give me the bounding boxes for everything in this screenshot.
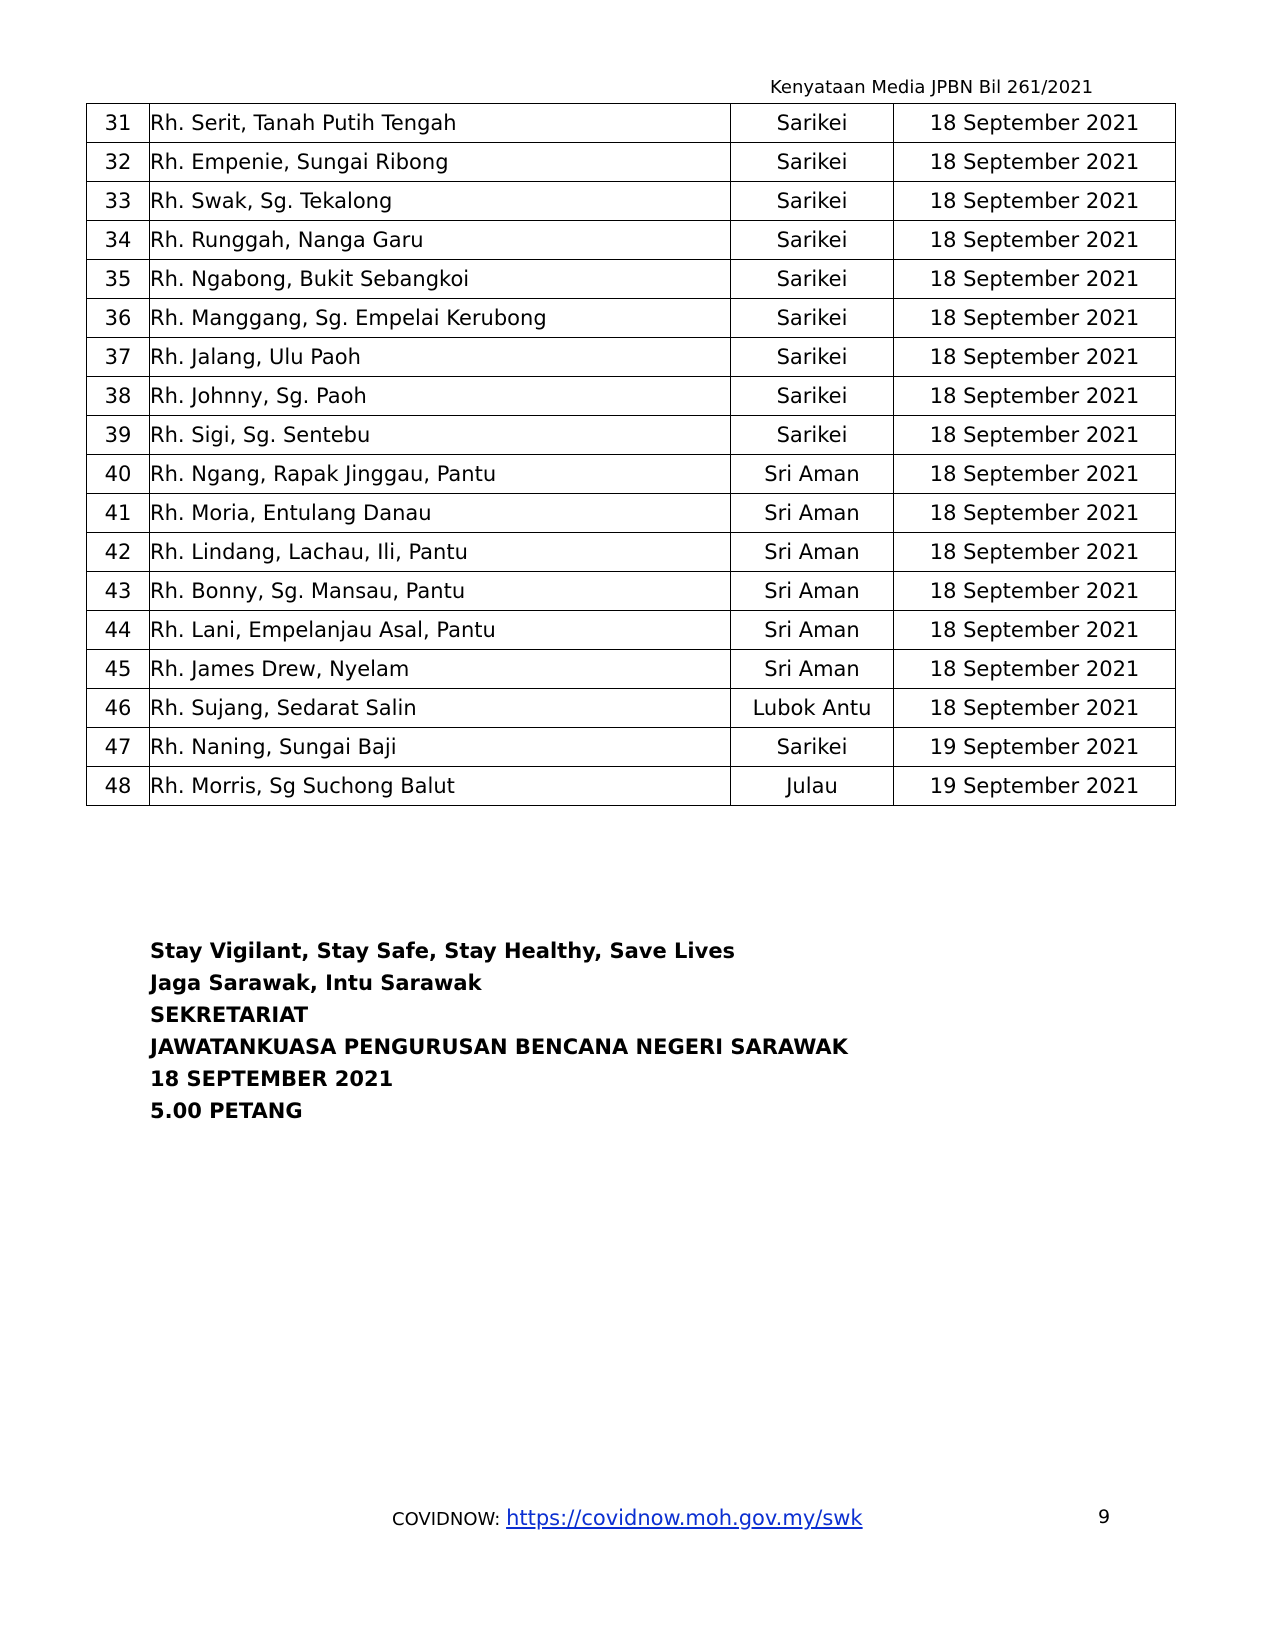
date-cell: 19 September 2021: [894, 728, 1176, 767]
row-number-cell: 34: [87, 221, 150, 260]
date-cell: 18 September 2021: [894, 533, 1176, 572]
location-cell: Rh. Sujang, Sedarat Salin: [150, 689, 731, 728]
division-cell: Sarikei: [731, 299, 894, 338]
table-row: [87, 689, 1176, 728]
row-number-cell: 40: [87, 455, 150, 494]
table-row: [87, 143, 1176, 182]
table-row: [87, 455, 1176, 494]
location-cell: Rh. Lindang, Lachau, Ili, Pantu: [150, 533, 731, 572]
committee-name: JAWATANKUASA PENGURUSAN BENCANA NEGERI SARAWAK: [150, 1035, 848, 1059]
date-cell: 18 September 2021: [894, 416, 1176, 455]
slogan-line: Stay Vigilant, Stay Safe, Stay Healthy, Save Lives: [150, 939, 736, 963]
table-row: [87, 767, 1176, 806]
division-cell: Sri Aman: [731, 494, 894, 533]
page-number: 9: [1098, 1506, 1111, 1528]
slogan-line-sarawak: Jaga Sarawak, Intu Sarawak: [150, 971, 482, 995]
division-cell: Lubok Antu: [731, 689, 894, 728]
division-cell: Sarikei: [731, 416, 894, 455]
table-row: [87, 611, 1176, 650]
row-number-cell: 37: [87, 338, 150, 377]
location-cell: Rh. Jalang, Ulu Paoh: [150, 338, 731, 377]
row-number-cell: 44: [87, 611, 150, 650]
division-cell: Sarikei: [731, 221, 894, 260]
location-cell: Rh. Johnny, Sg. Paoh: [150, 377, 731, 416]
table-row: [87, 416, 1176, 455]
division-cell: Julau: [731, 767, 894, 806]
table-row: [87, 533, 1176, 572]
row-number-cell: 31: [87, 104, 150, 143]
date-cell: 18 September 2021: [894, 650, 1176, 689]
table-row: [87, 494, 1176, 533]
location-cell: Rh. Manggang, Sg. Empelai Kerubong: [150, 299, 731, 338]
secretariat-line: SEKRETARIAT: [150, 1003, 309, 1027]
row-number-cell: 47: [87, 728, 150, 767]
location-cell: Rh. James Drew, Nyelam: [150, 650, 731, 689]
statement-time: 5.00 PETANG: [150, 1099, 303, 1123]
location-cell: Rh. Ngang, Rapak Jinggau, Pantu: [150, 455, 731, 494]
table-row: [87, 182, 1176, 221]
table-row: [87, 728, 1176, 767]
location-cell: Rh. Swak, Sg. Tekalong: [150, 182, 731, 221]
location-cell: Rh. Sigi, Sg. Sentebu: [150, 416, 731, 455]
table-row: [87, 572, 1176, 611]
date-cell: 18 September 2021: [894, 338, 1176, 377]
row-number-cell: 36: [87, 299, 150, 338]
division-cell: Sarikei: [731, 377, 894, 416]
table-body: [87, 104, 1176, 806]
row-number-cell: 32: [87, 143, 150, 182]
closing-statement: [150, 935, 848, 1127]
table-row: [87, 650, 1176, 689]
date-cell: 18 September 2021: [894, 572, 1176, 611]
date-cell: 18 September 2021: [894, 494, 1176, 533]
table-row: [87, 260, 1176, 299]
table-row: [87, 338, 1176, 377]
row-number-cell: 39: [87, 416, 150, 455]
division-cell: Sri Aman: [731, 572, 894, 611]
date-cell: 18 September 2021: [894, 455, 1176, 494]
row-number-cell: 38: [87, 377, 150, 416]
location-cell: Rh. Serit, Tanah Putih Tengah: [150, 104, 731, 143]
division-cell: Sri Aman: [731, 455, 894, 494]
footer: [392, 1506, 863, 1530]
cases-table: [86, 103, 1176, 806]
location-cell: Rh. Lani, Empelanjau Asal, Pantu: [150, 611, 731, 650]
division-cell: Sri Aman: [731, 611, 894, 650]
footer-label: COVIDNOW:: [392, 1509, 507, 1530]
location-cell: Rh. Ngabong, Bukit Sebangkoi: [150, 260, 731, 299]
row-number-cell: 41: [87, 494, 150, 533]
division-cell: Sri Aman: [731, 533, 894, 572]
covidnow-link[interactable]: https://covidnow.moh.gov.my/swk: [506, 1506, 863, 1530]
table-row: [87, 299, 1176, 338]
document-reference: Kenyataan Media JPBN Bil 261/2021: [770, 77, 1094, 98]
location-cell: Rh. Runggah, Nanga Garu: [150, 221, 731, 260]
date-cell: 18 September 2021: [894, 689, 1176, 728]
date-cell: 18 September 2021: [894, 377, 1176, 416]
table-row: [87, 104, 1176, 143]
table-row: [87, 377, 1176, 416]
location-cell: Rh. Morris, Sg Suchong Balut: [150, 767, 731, 806]
date-cell: 18 September 2021: [894, 299, 1176, 338]
date-cell: 18 September 2021: [894, 260, 1176, 299]
date-cell: 18 September 2021: [894, 182, 1176, 221]
table-row: [87, 221, 1176, 260]
statement-date: 18 SEPTEMBER 2021: [150, 1067, 394, 1091]
row-number-cell: 35: [87, 260, 150, 299]
date-cell: 18 September 2021: [894, 104, 1176, 143]
location-cell: Rh. Bonny, Sg. Mansau, Pantu: [150, 572, 731, 611]
row-number-cell: 33: [87, 182, 150, 221]
division-cell: Sri Aman: [731, 650, 894, 689]
date-cell: 18 September 2021: [894, 221, 1176, 260]
division-cell: Sarikei: [731, 104, 894, 143]
row-number-cell: 43: [87, 572, 150, 611]
date-cell: 18 September 2021: [894, 143, 1176, 182]
date-cell: 19 September 2021: [894, 767, 1176, 806]
division-cell: Sarikei: [731, 338, 894, 377]
location-cell: Rh. Empenie, Sungai Ribong: [150, 143, 731, 182]
location-cell: Rh. Naning, Sungai Baji: [150, 728, 731, 767]
date-cell: 18 September 2021: [894, 611, 1176, 650]
division-cell: Sarikei: [731, 728, 894, 767]
division-cell: Sarikei: [731, 143, 894, 182]
division-cell: Sarikei: [731, 182, 894, 221]
row-number-cell: 42: [87, 533, 150, 572]
row-number-cell: 45: [87, 650, 150, 689]
row-number-cell: 46: [87, 689, 150, 728]
division-cell: Sarikei: [731, 260, 894, 299]
location-cell: Rh. Moria, Entulang Danau: [150, 494, 731, 533]
row-number-cell: 48: [87, 767, 150, 806]
